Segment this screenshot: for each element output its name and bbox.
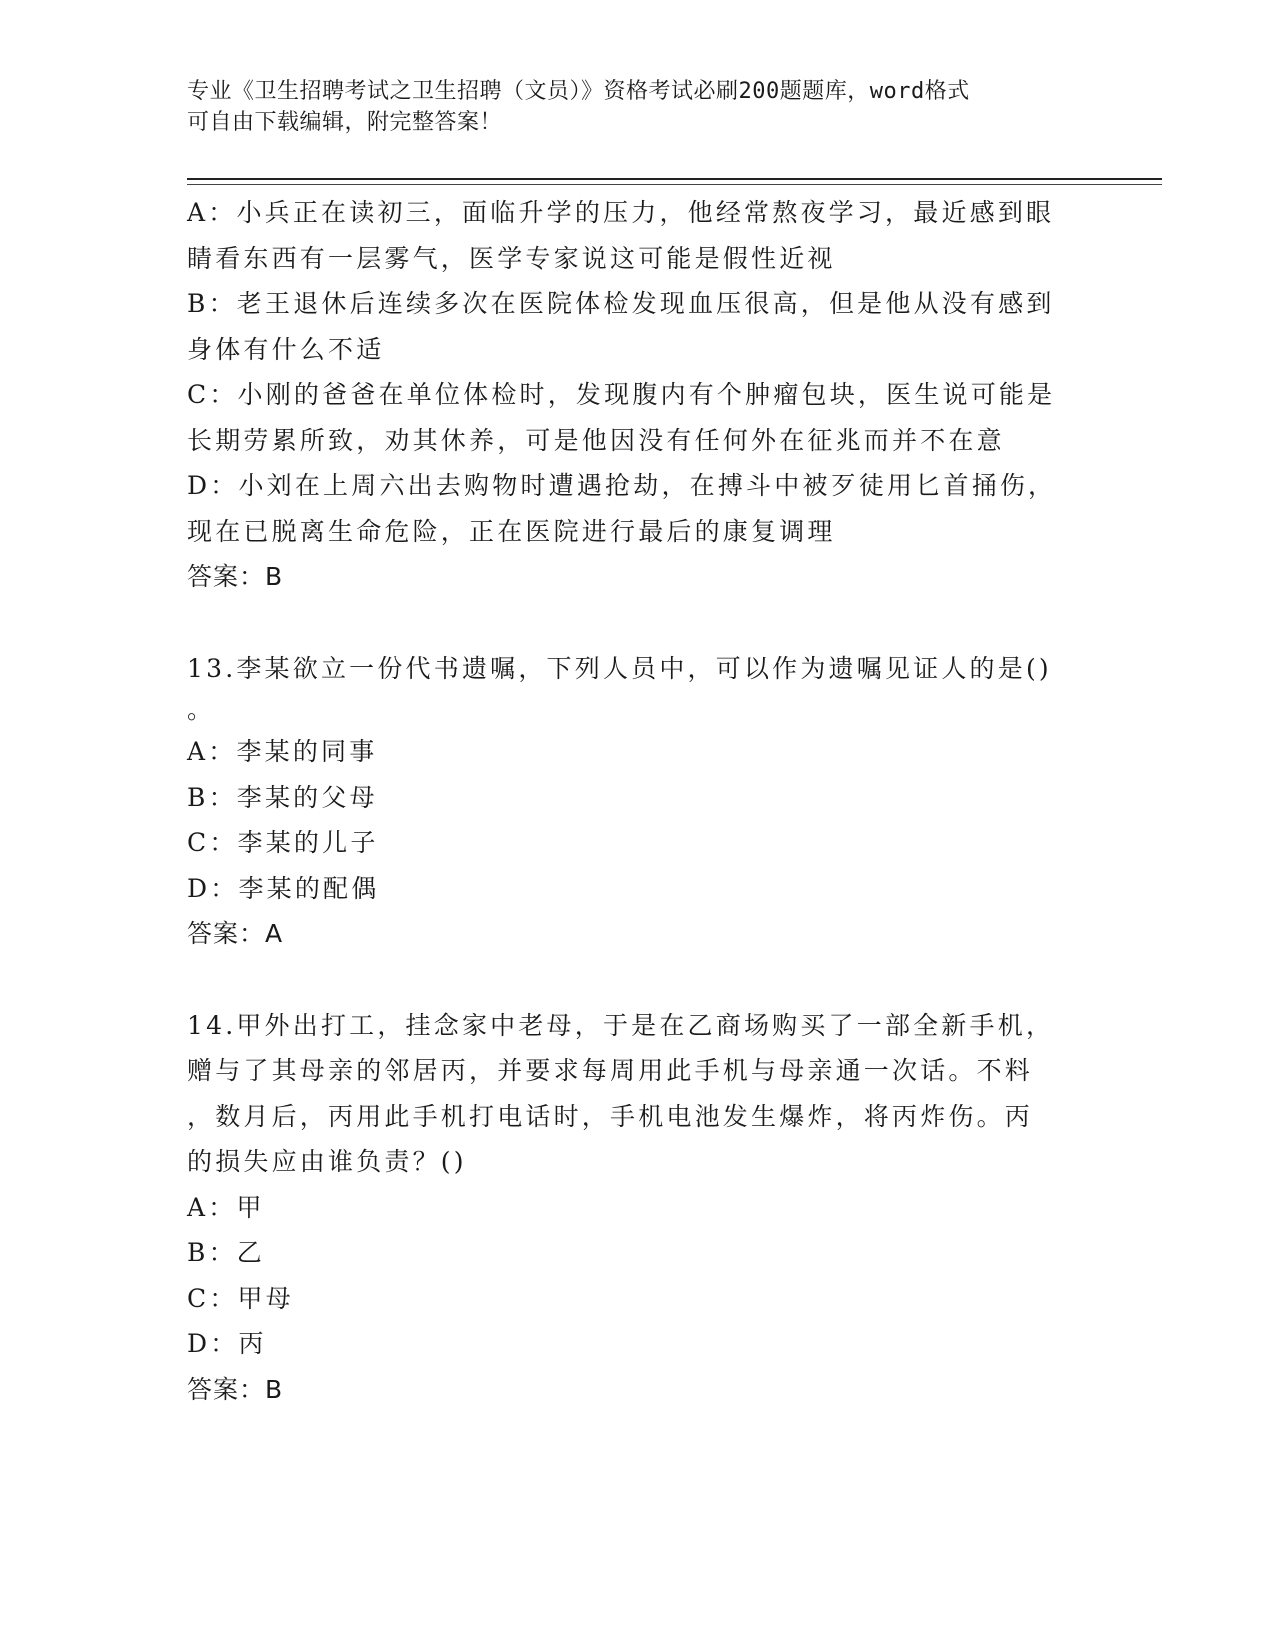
option-line: 睛看东西有一层雾气，医学专家说这可能是假性近视 <box>187 243 836 273</box>
question-13 <box>187 646 1087 957</box>
question-12 <box>187 190 1087 600</box>
question-stem: 赠与了其母亲的邻居丙，并要求每周用此手机与母亲通一次话。不料 <box>187 1056 1034 1085</box>
header-line-1: 专业《卫生招聘考试之卫生招聘（文员）》资格考试必刷200题题库，word格式 <box>187 79 970 104</box>
spacer <box>187 600 1087 646</box>
question-stem: 13.李某欲立一份代书遗嘱，下列人员中，可以作为遗嘱见证人的是() <box>187 653 1052 683</box>
answer-label: 答案：A <box>187 919 284 948</box>
option-b: B：李某的父母 <box>187 782 378 812</box>
option-line: C：小刚的爸爸在单位体检时，发现腹内有个肿瘤包块，医生说可能是 <box>187 380 1056 409</box>
header-divider-thick <box>187 178 1162 180</box>
option-c: C：甲母 <box>187 1283 294 1313</box>
question-stem: ，数月后，丙用此手机打电话时，手机电池发生爆炸，将丙炸伤。丙 <box>187 1101 1034 1131</box>
answer-label: 答案：B <box>187 562 284 591</box>
option-line: 现在已脱离生命危险，正在医院进行最后的康复调理 <box>187 516 836 546</box>
option-c: C：李某的儿子 <box>187 828 379 857</box>
option-line: 身体有什么不适 <box>187 334 385 364</box>
option-b: B：乙 <box>187 1238 265 1267</box>
option-line: B：老王退休后连续多次在医院体检发现血压很高，但是他从没有感到 <box>187 289 1055 318</box>
question-stem: 的损失应由谁负责？() <box>187 1147 467 1176</box>
question-stem: 。 <box>187 695 216 724</box>
answer-label: 答案：B <box>187 1374 284 1404</box>
option-a: A：李某的同事 <box>187 737 378 766</box>
question-14 <box>187 1003 1087 1413</box>
header-divider-thin <box>187 184 1162 185</box>
option-d: D：李某的配偶 <box>187 873 380 903</box>
question-stem: 14.甲外出打工，挂念家中老母，于是在乙商场购买了一部全新手机， <box>187 1010 1055 1040</box>
header-line-2: 可自由下载编辑，附完整答案！ <box>187 110 503 135</box>
spacer <box>187 957 1087 1003</box>
option-line: D：小刘在上周六出去购物时遭遇抢劫，在搏斗中被歹徒用匕首捅伤， <box>187 471 1057 500</box>
option-line: A：小兵正在读初三，面临升学的压力，他经常熬夜学习，最近感到眼 <box>187 198 1055 227</box>
option-a: A：甲 <box>187 1192 265 1222</box>
document-body <box>187 190 1087 1412</box>
option-line: 长期劳累所致，劝其休养，可是他因没有任何外在征兆而并不在意 <box>187 425 1005 455</box>
document-header <box>187 76 1087 138</box>
option-d: D：丙 <box>187 1329 267 1358</box>
